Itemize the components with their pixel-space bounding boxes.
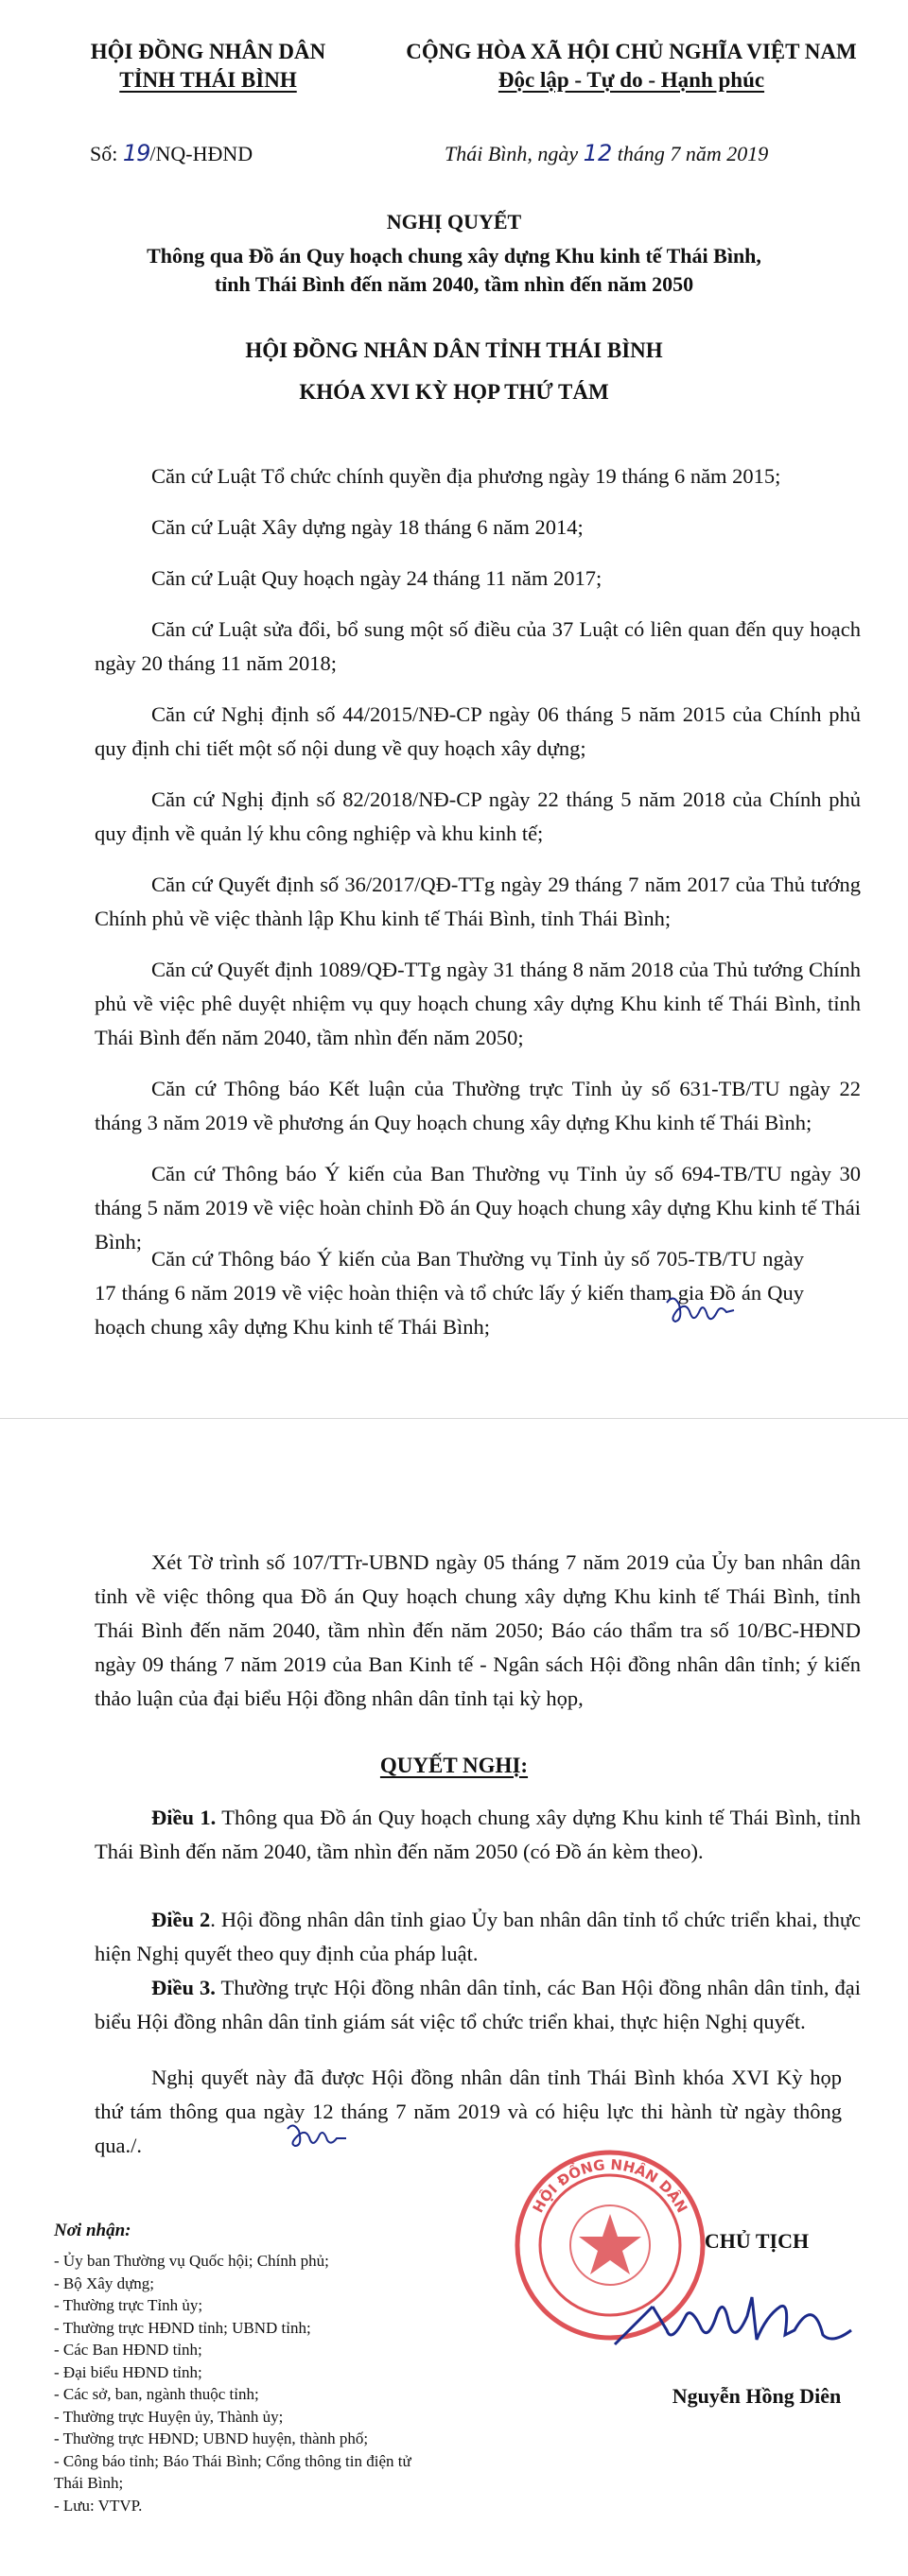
list-item: - Bộ Xây dựng; (54, 2273, 155, 2292)
subject-line-1: Thông qua Đồ án Quy hoạch chung xây dựng Khu kinh tế Thái Bình, (147, 244, 761, 268)
recipients-list (54, 2250, 546, 2516)
article-label: Điều 2 (151, 1908, 211, 1931)
subject-line-2: tỉnh Thái Bình đến năm 2040, tầm nhìn đến năm 2050 (214, 272, 694, 296)
signer-position: CHỦ TỊCH (704, 2229, 810, 2253)
list-item: - Thường trực Huyện ủy, Thành ủy; (54, 2407, 284, 2426)
preamble-item: Căn cứ Luật sửa đổi, bổ sung một số điều của 37 Luật có liên quan đến quy hoạch ngày 20 tháng 11 năm 2018; (95, 617, 861, 675)
session-name: KHÓA XVI KỲ HỌP THỨ TÁM (299, 380, 609, 404)
page-separator (0, 1418, 908, 1427)
list-item: - Ủy ban Thường vụ Quốc hội; Chính phủ; (54, 2252, 329, 2270)
list-item: - Các Ban HĐND tỉnh; (54, 2341, 202, 2359)
document-number-suffix: /NQ-HĐND (149, 142, 253, 165)
date-prefix: Thái Bình, ngày (445, 142, 579, 165)
article-text: Thường trực Hội đồng nhân dân tỉnh, các Ban Hội đồng nhân dân tỉnh, đại biểu Hội đồng nhân dân tỉnh giám sát việc tổ chức triển khai, thực hiện Nghị quyết. (95, 1976, 862, 2033)
date-day-handwritten: 12 (583, 140, 613, 166)
agency-header (52, 38, 364, 95)
list-item: - Các sở, ban, ngành thuộc tỉnh; (54, 2385, 259, 2403)
document-number-prefix: Số: (90, 142, 118, 165)
preamble-item: Căn cứ Thông báo Ý kiến của Ban Thường vụ Tỉnh ủy số 694-TB/TU ngày 30 tháng 5 năm 2019 về việc hoàn chỉnh Đồ án Quy hoạch chung xây dựng Khu kinh tế Thái Bình; (95, 1162, 861, 1253)
article-label: Điều 3. (151, 1976, 216, 1999)
country-name: CỘNG HÒA XÃ HỘI CHỦ NGHĨA VIỆT NAM (406, 40, 857, 63)
list-item: - Lưu: VTVP. (54, 2496, 143, 2515)
article-label: Điều 1. (151, 1806, 217, 1829)
recipients-title: Nơi nhận: (54, 2221, 131, 2240)
agency-line-1: HỘI ĐỒNG NHÂN DÂN (90, 40, 326, 63)
preamble-item: Căn cứ Quyết định số 36/2017/QĐ-TTg ngày 29 tháng 7 năm 2017 của Thủ tướng Chính phủ về việc thành lập Khu kinh tế Thái Bình, tỉnh Thái Bình; (95, 873, 861, 930)
document-number-handwritten: 19 (122, 140, 150, 166)
list-item: - Thường trực HĐND tỉnh; UBND tỉnh; (54, 2318, 311, 2337)
preamble-item: Căn cứ Quyết định 1089/QĐ-TTg ngày 31 tháng 8 năm 2018 của Thủ tướng Chính phủ về việc phê duyệt nhiệm vụ quy hoạch chung xây dựng Khu kinh tế Thái Bình, tỉnh Thái Bình đến năm 2040, tầm nhìn đến năm 2050; (95, 958, 861, 1049)
decision-heading: QUYẾT NGHỊ: (379, 1754, 529, 1777)
preamble-item: Căn cứ Thông báo Ý kiến của Ban Thường vụ Tỉnh ủy số 705-TB/TU ngày 17 tháng 6 năm 2019 về việc hoàn thiện và tổ chức lấy ý kiến tham gia Đồ án Quy hoạch chung xây dựng Khu kinh tế Thái Bình; (95, 1247, 804, 1339)
list-item: - Công báo tỉnh; Báo Thái Bình; Cổng thông tin điện tử (54, 2451, 411, 2470)
preamble-item: Căn cứ Thông báo Kết luận của Thường trực Tỉnh ủy số 631-TB/TU ngày 22 tháng 3 năm 2019 về phương án Quy hoạch chung xây dựng Khu kinh tế Thái Bình; (95, 1077, 861, 1134)
seal-text: HỘI ĐỒNG NHÂN DÂN (529, 2155, 691, 2216)
document-date (445, 140, 768, 166)
preamble-item: Căn cứ Nghị định số 82/2018/NĐ-CP ngày 22 tháng 5 năm 2018 của Chính phủ quy định về quản lý khu công nghiệp và khu kinh tế; (95, 787, 861, 845)
list-item: - Thường trực Tỉnh ủy; (54, 2296, 203, 2314)
preamble-item: Căn cứ Luật Tổ chức chính quyền địa phương ngày 19 tháng 6 năm 2015; (151, 464, 781, 488)
svg-text:HỘI ĐỒNG NHÂN DÂN (530, 2156, 691, 2216)
signer-name: Nguyễn Hồng Diên (672, 2384, 842, 2408)
signature-block (511, 2146, 889, 2448)
article-2 (95, 1903, 861, 1971)
closing-paragraph: Nghị quyết này đã được Hội đồng nhân dân tỉnh Thái Bình khóa XVI Kỳ họp thứ tám thông qua ngày 12 tháng 7 năm 2019 và có hiệu lực thi hành từ ngày thông qua./. (95, 2066, 842, 2157)
list-item: - Thường trực HĐND; UBND huyện, thành phố; (54, 2429, 369, 2447)
issuer-name: HỘI ĐỒNG NHÂN DÂN TỈNH THÁI BÌNH (245, 338, 663, 362)
preamble-item: Căn cứ Luật Xây dựng ngày 18 tháng 6 năm 2014; (151, 515, 584, 539)
preamble-item: Căn cứ Luật Quy hoạch ngày 24 tháng 11 năm 2017; (151, 566, 602, 590)
list-item: Thái Bình; (54, 2474, 124, 2492)
national-motto-header (374, 38, 889, 95)
list-item: - Đại biểu HĐND tỉnh; (54, 2362, 202, 2381)
country-motto: Độc lập - Tự do - Hạnh phúc (498, 68, 765, 92)
document-number (90, 140, 253, 166)
document-subject (38, 242, 870, 299)
article-3 (95, 1971, 861, 2039)
initial-signature-icon (662, 1291, 738, 1329)
handwritten-signature-icon (596, 2278, 880, 2363)
article-1 (95, 1801, 861, 1869)
article-text: Thông qua Đồ án Quy hoạch chung xây dựng Khu kinh tế Thái Bình, tỉnh Thái Bình đến năm 2040, tầm nhìn đến năm 2050 (có Đồ án kèm theo). (95, 1806, 861, 1863)
consideration-paragraph: Xét Tờ trình số 107/TTr-UBND ngày 05 tháng 7 năm 2019 của Ủy ban nhân dân tỉnh về việc thông qua Đồ án Quy hoạch chung xây dựng Khu kinh tế Thái Bình, tỉnh Thái Bình đến năm 2040, tầm nhìn đến năm 2050; Báo cáo thẩm tra số 10/BC-HĐND ngày 09 tháng 7 năm 2019 của Ban Kinh tế - Ngân sách Hội đồng nhân dân tỉnh; ý kiến thảo luận của đại biểu Hội đồng nhân dân tỉnh tại kỳ họp, (95, 1550, 861, 1710)
article-text: . Hội đồng nhân dân tỉnh giao Ủy ban nhân dân tỉnh tổ chức triển khai, thực hiện Nghị quyết theo quy định của pháp luật. (95, 1908, 861, 1965)
agency-line-2: TỈNH THÁI BÌNH (119, 68, 297, 92)
preamble-item: Căn cứ Nghị định số 44/2015/NĐ-CP ngày 06 tháng 5 năm 2015 của Chính phủ quy định chi tiết một số nội dung về quy hoạch xây dựng; (95, 702, 861, 760)
initial-signature-icon (284, 2118, 350, 2155)
document-type: NGHỊ QUYẾT (386, 210, 522, 233)
date-suffix: tháng 7 năm 2019 (617, 142, 769, 165)
